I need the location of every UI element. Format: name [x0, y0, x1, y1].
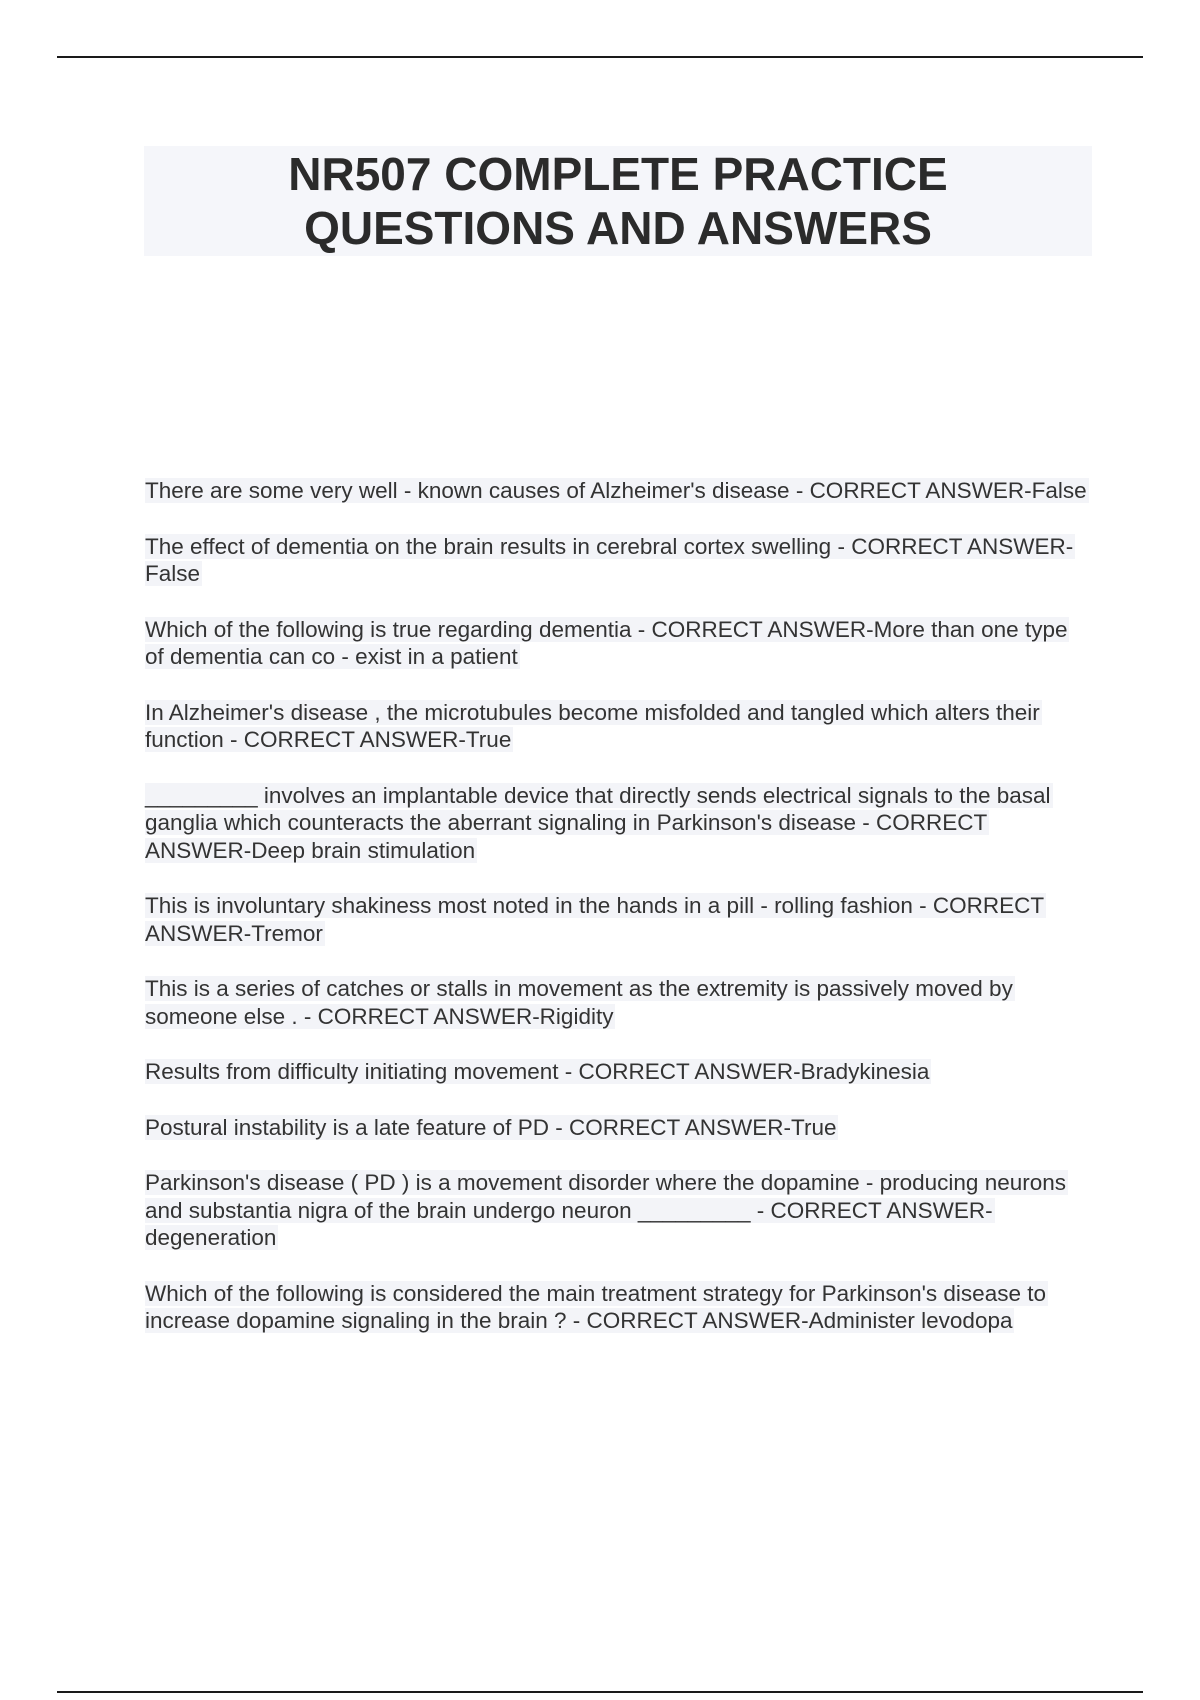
qa-item: [145, 1280, 1090, 1335]
qa-text: Which of the following is true regarding dementia - CORRECT ANSWER-More than one type of dementia can co - exist in a patient: [145, 616, 1068, 669]
qa-text: Parkinson's disease ( PD ) is a movement disorder where the dopamine - producing neurons and substantia nigra of the brain undergo neuron _________ - CORRECT ANSWER-degeneration: [145, 1170, 1067, 1250]
qa-text: _________ involves an implantable device that directly sends electrical signals to the basal ganglia which counteracts the aberrant signaling in Parkinson's disease - CORRECT ANSWER-Deep brain stimulation: [145, 782, 1051, 863]
qa-item: [145, 616, 1090, 671]
qa-text: In Alzheimer's disease , the microtubules become misfolded and tangled which alters their function - CORRECT ANSWER-True: [145, 699, 1040, 752]
qa-item: [145, 1058, 1090, 1086]
qa-text: There are some very well - known causes of Alzheimer's disease - CORRECT ANSWER-False: [145, 478, 1087, 503]
qa-item: [145, 782, 1090, 865]
qa-text: The effect of dementia on the brain results in cerebral cortex swelling - CORRECT ANSWER-False: [145, 533, 1074, 586]
qa-item: [145, 1169, 1090, 1252]
qa-item: [145, 1114, 1090, 1142]
qa-item: [145, 892, 1090, 947]
qa-text: Postural instability is a late feature of PD - CORRECT ANSWER-True: [145, 1114, 837, 1140]
qa-text: Results from difficulty initiating movement - CORRECT ANSWER-Bradykinesia: [145, 1059, 930, 1084]
document-title: [288, 147, 947, 255]
qa-text: This is involuntary shakiness most noted in the hands in a pill - rolling fashion - CORRECT ANSWER-Tremor: [145, 893, 1045, 946]
qa-item: [145, 533, 1090, 588]
bottom-rule: [57, 1691, 1143, 1693]
qa-item: [145, 477, 1090, 505]
top-rule: [57, 56, 1143, 58]
qa-text: This is a series of catches or stalls in movement as the extremity is passively moved by someone else . - CORRECT ANSWER-Rigidity: [145, 976, 1013, 1029]
qa-item: [145, 975, 1090, 1030]
qa-item: [145, 699, 1090, 754]
document-title-line-1: NR507 COMPLETE PRACTICE: [288, 148, 948, 200]
document-title-line-2: QUESTIONS AND ANSWERS: [304, 202, 932, 254]
title-banner: [144, 146, 1092, 256]
qa-text: Which of the following is considered the main treatment strategy for Parkinson's disease to increase dopamine signaling in the brain ? - CORRECT ANSWER-Administer levodopa: [145, 1280, 1046, 1333]
qa-list: [145, 477, 1090, 1363]
